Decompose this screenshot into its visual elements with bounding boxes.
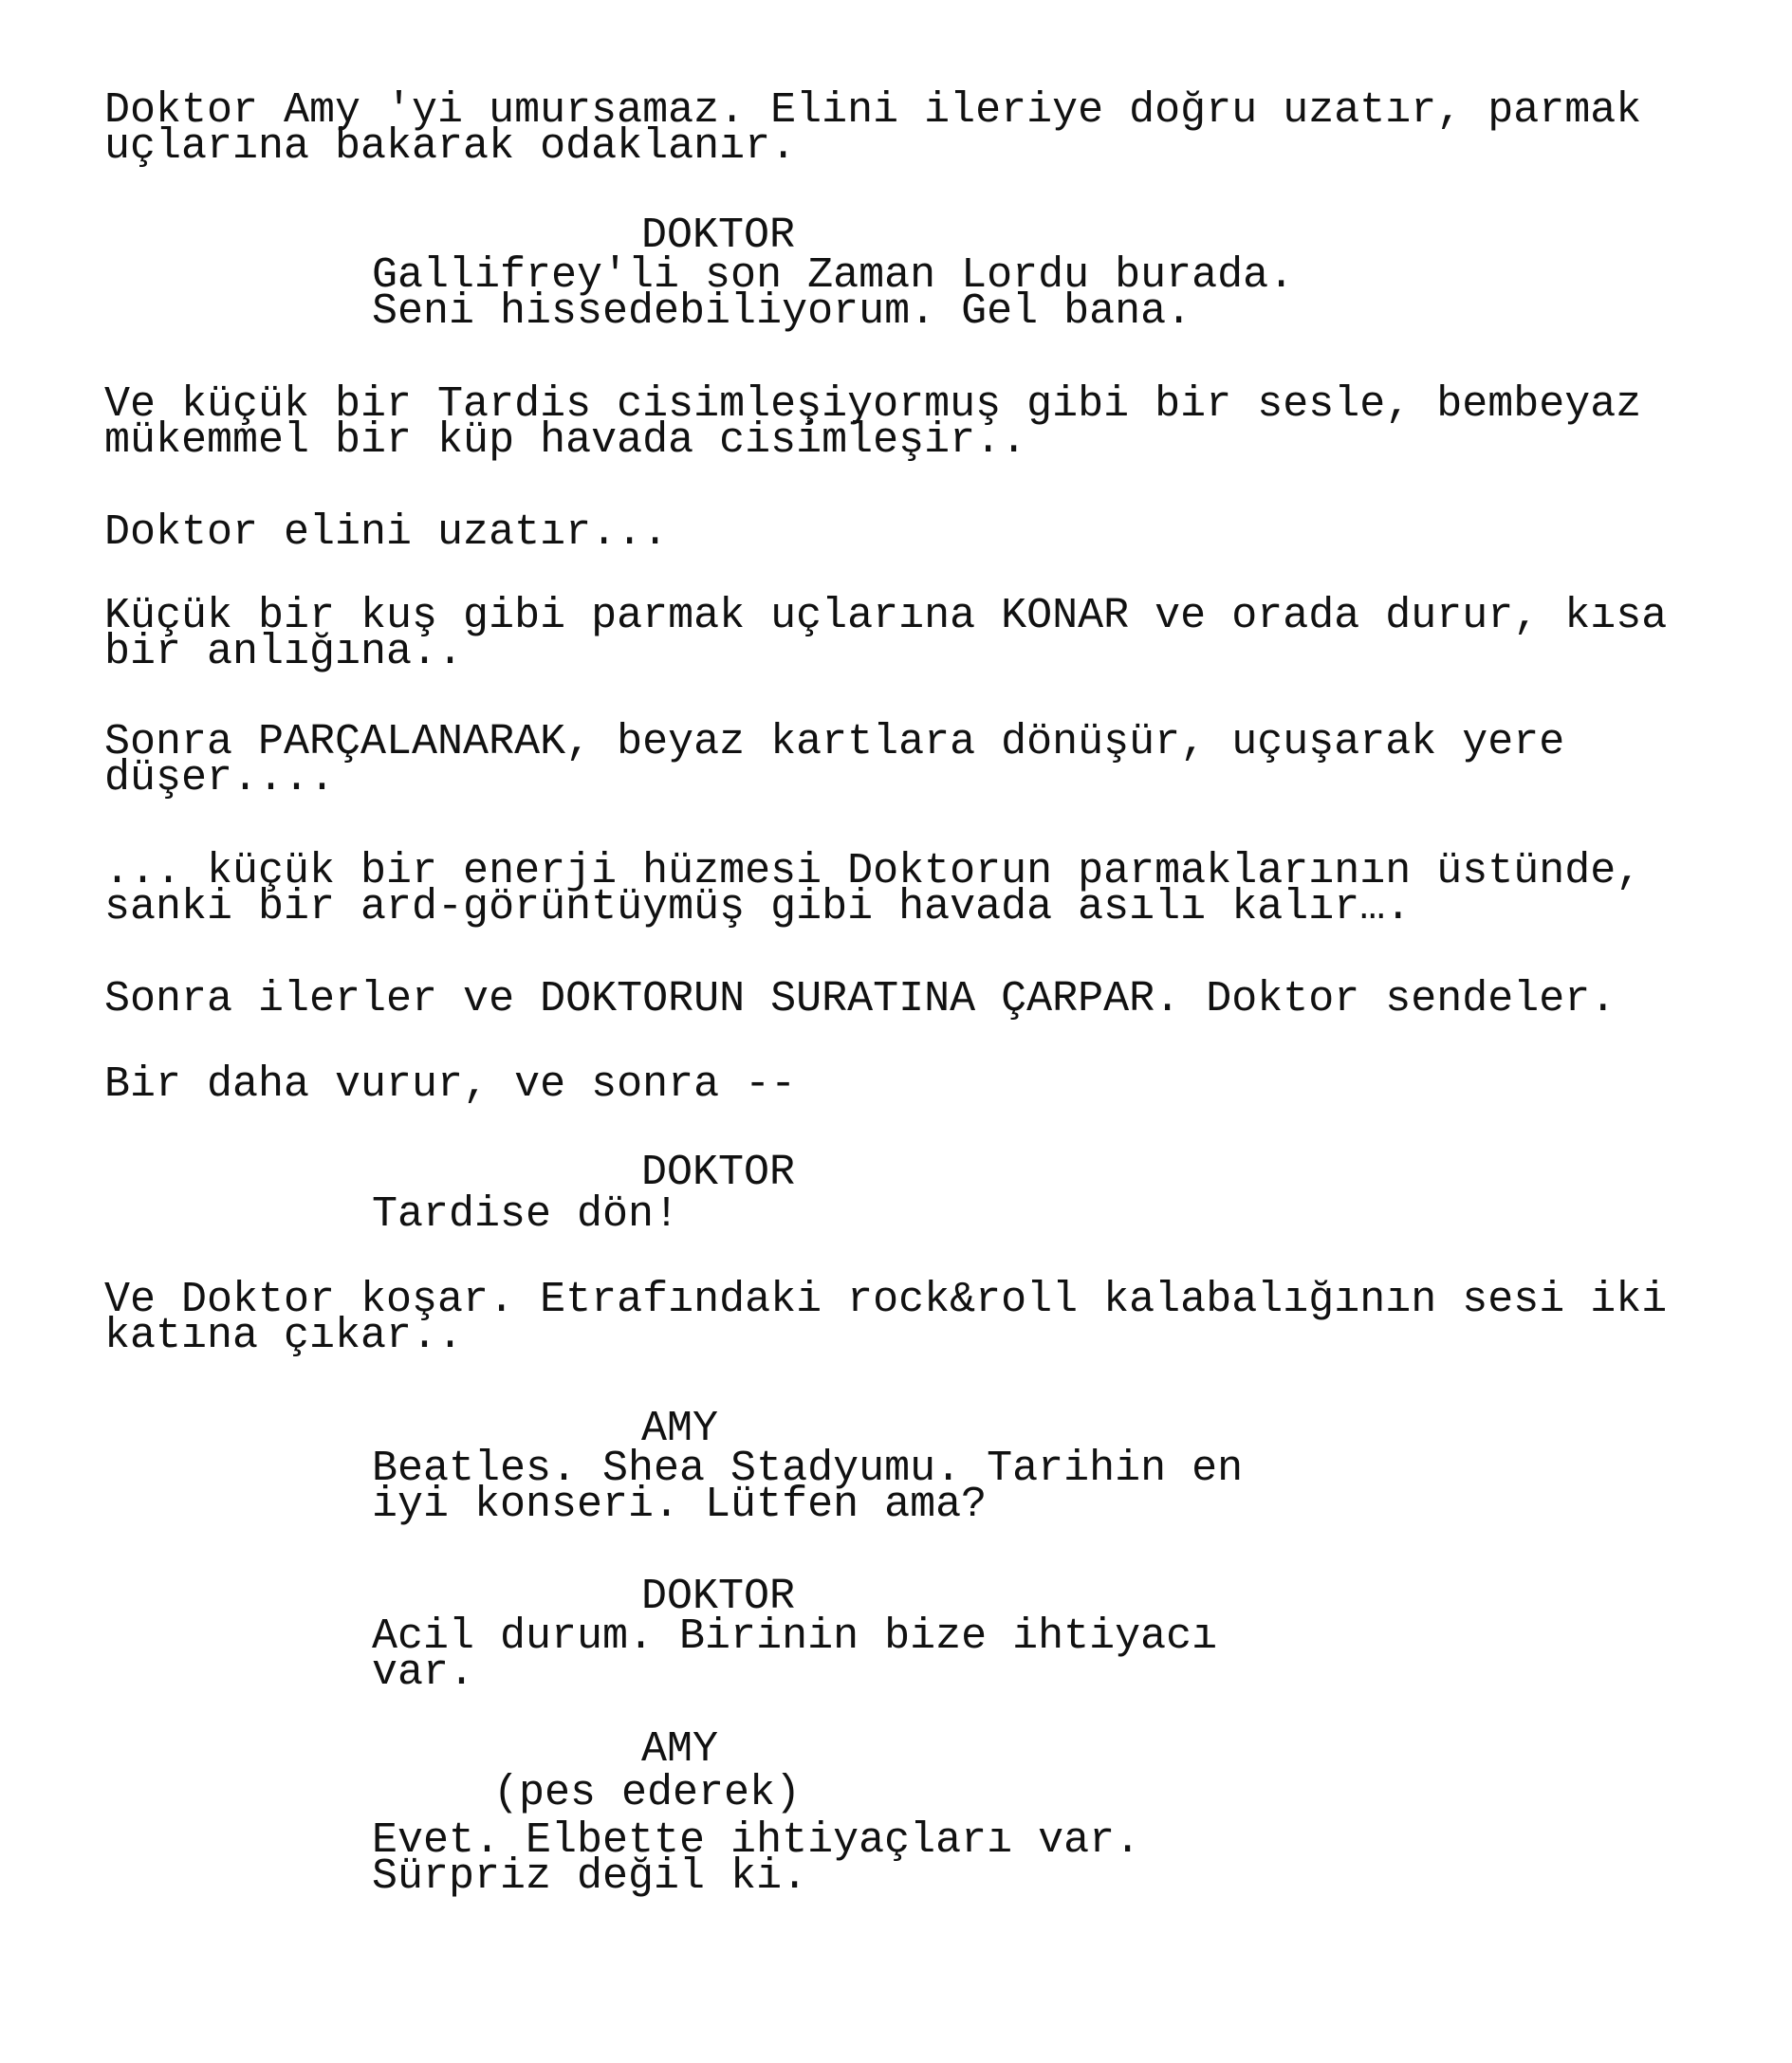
action-paragraph: ... küçük bir enerji hüzmesi Doktorun parmaklarının üstünde, sanki bir ard-görüntüymüş gibi havada asılı kalır…. [104, 847, 1642, 931]
character-name: DOKTOR [641, 1149, 796, 1197]
action-paragraph: Doktor Amy 'yi umursamaz. Elini ileriye doğru uzatır, parmak uçlarına bakarak odaklanır. [104, 86, 1642, 171]
action-paragraph: Bir daha vurur, ve sonra -- [104, 1060, 797, 1109]
character-name: AMY [641, 1725, 719, 1774]
dialogue: Tardise dön! [372, 1190, 680, 1239]
character-name: DOKTOR [641, 1573, 796, 1621]
parenthetical: (pes ederek) [493, 1769, 802, 1817]
dialogue: Evet. Elbette ihtiyaçları var. Sürpriz değil ki. [372, 1816, 1141, 1901]
dialogue: Beatles. Shea Stadyumu. Tarihin en iyi konseri. Lütfen ama? [372, 1445, 1244, 1529]
action-paragraph: Sonra ilerler ve DOKTORUN SURATINA ÇARPAR. Doktor sendeler. [104, 975, 1616, 1023]
action-paragraph: Küçük bir kuş gibi parmak uçlarına KONAR ve orada durur, kısa bir anlığına.. [104, 592, 1668, 676]
action-paragraph: Ve küçük bir Tardis cisimleşiyormuş gibi bir sesle, bembeyaz mükemmel bir küp havada cisimleşir.. [104, 380, 1642, 465]
character-name: DOKTOR [641, 212, 796, 260]
dialogue: Acil durum. Birinin bize ihtiyacı var. [372, 1612, 1218, 1697]
action-paragraph: Doktor elini uzatır... [104, 508, 669, 557]
action-paragraph: Sonra PARÇALANARAK, beyaz kartlara dönüşür, uçuşarak yere düşer.... [104, 718, 1565, 802]
dialogue: Gallifrey'li son Zaman Lordu burada. Seni hissedebiliyorum. Gel bana. [372, 251, 1295, 336]
action-paragraph: Ve Doktor koşar. Etrafındaki rock&roll kalabalığının sesi iki katına çıkar.. [104, 1276, 1668, 1360]
character-name: AMY [641, 1405, 719, 1453]
